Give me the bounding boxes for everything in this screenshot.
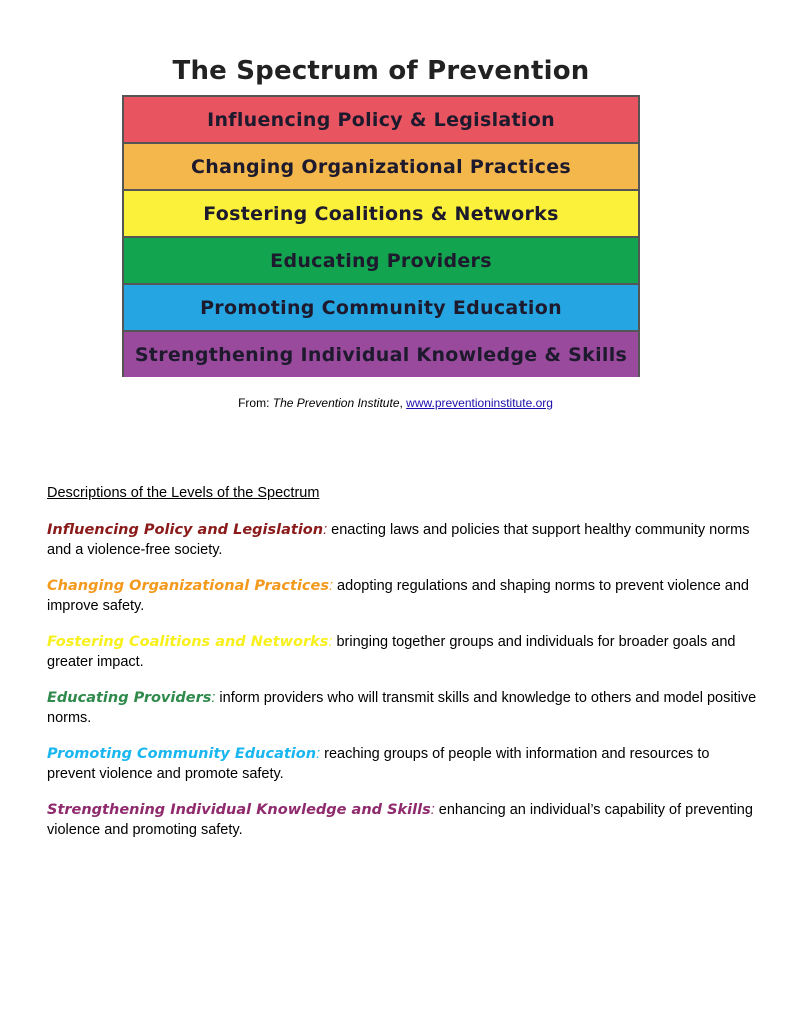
band-providers: Educating Providers <box>124 238 638 285</box>
level-name: Educating Providers <box>47 690 212 706</box>
level-description: bringing together groups and individuals for broader goals and greater impact. <box>47 634 736 670</box>
level-colon: : <box>323 522 328 538</box>
level-organizational <box>47 576 759 616</box>
band-policy: Influencing Policy & Legislation <box>124 97 638 144</box>
level-name: Influencing Policy and Legislation <box>47 522 324 538</box>
level-colon: : <box>211 690 216 706</box>
level-description: inform providers who will transmit skills and knowledge to others and model positive norms. <box>47 690 757 726</box>
level-description: adopting regulations and shaping norms to prevent violence and improve safety. <box>47 578 749 614</box>
level-name: Fostering Coalitions and Networks <box>47 634 329 650</box>
band-coalitions: Fostering Coalitions & Networks <box>124 191 638 238</box>
level-community <box>47 744 759 784</box>
spectrum-title: The Spectrum of Prevention <box>172 56 590 86</box>
level-policy <box>47 520 759 560</box>
level-individual <box>47 800 759 840</box>
band-community: Promoting Community Education <box>124 285 638 332</box>
source-caption <box>0 396 791 410</box>
level-colon: : <box>316 746 321 762</box>
band-individual: Strengthening Individual Knowledge & Skills <box>124 332 638 377</box>
level-name: Strengthening Individual Knowledge and Skills <box>47 802 431 818</box>
source-prefix: From: <box>238 396 273 410</box>
level-name: Promoting Community Education <box>47 746 317 762</box>
level-coalitions <box>47 632 759 672</box>
source-name: The Prevention Institute <box>272 396 400 410</box>
level-colon: : <box>328 634 333 650</box>
level-colon: : <box>430 802 435 818</box>
level-description: enhancing an individual’s capability of preventing violence and promoting safety. <box>47 802 753 838</box>
descriptions-heading: Descriptions of the Levels of the Spectrum <box>47 485 320 501</box>
level-colon: : <box>329 578 334 594</box>
level-description: reaching groups of people with information and resources to prevent violence and promote safety. <box>47 746 710 782</box>
level-providers <box>47 688 759 728</box>
spectrum-diagram <box>122 95 640 377</box>
level-name: Changing Organizational Practices <box>47 578 329 594</box>
source-link[interactable]: www.preventioninstitute.org <box>406 396 553 410</box>
source-separator: , <box>399 396 407 410</box>
band-organizational: Changing Organizational Practices <box>124 144 638 191</box>
level-description: enacting laws and policies that support healthy community norms and a violence-free society. <box>47 522 750 558</box>
